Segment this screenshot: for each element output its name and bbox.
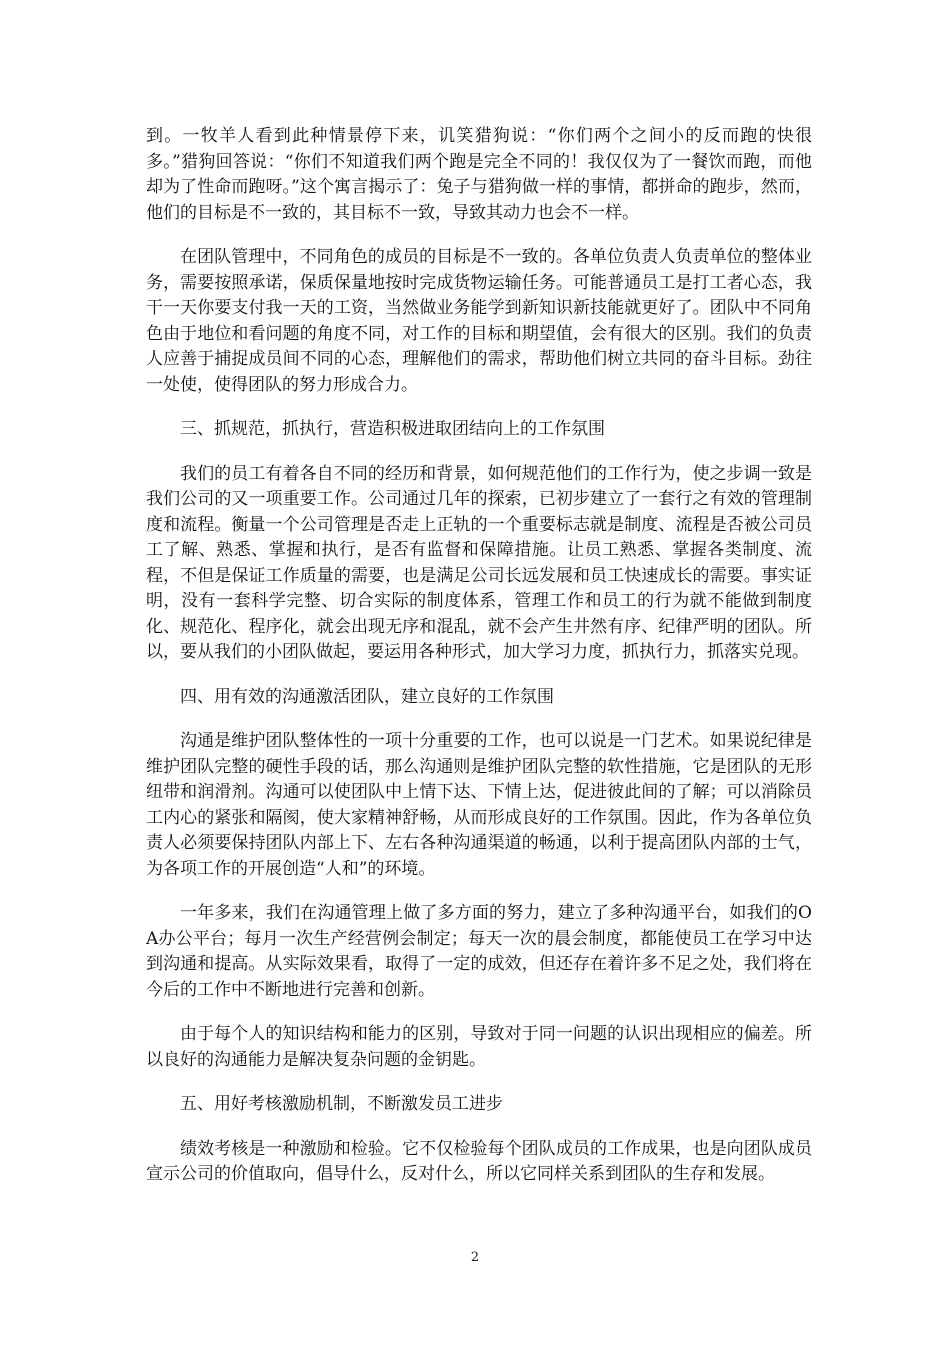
section-heading-3: 三、抓规范，抓执行，营造积极进取团结向上的工作氛围	[180, 419, 605, 439]
paragraph-7: 一年多来，我们在沟通管理上做了多方面的努力，建立了多种沟通平台，如我们的OA办公平台；每月一次生产经营例会制定；每天一次的晨会制度，都能使员工在学习中达到沟通和提高。从实际效果看，取得了一定的成效，但还存在着许多不足之处，我们将在今后的工作中不断地进行完善和创新。	[146, 903, 812, 1000]
paragraph-4: 我们的员工有着各自不同的经历和背景，如何规范他们的工作行为，使之步调一致是我们公司的又一项重要工作。公司通过几年的探索，已初步建立了一套行之有效的管理制度和流程。衡量一个公司管理是否走上正轨的一个重要标志就是制度、流程是否被公司员工了解、熟悉、掌握和执行，是否有监督和保障措施。让员工熟悉、掌握各类制度、流程，不但是保证工作质量的需要，也是满足公司长远发展和员工快速成长的需要。事实证明，没有一套科学完整、切合实际的制度体系，管理工作和员工的行为就不能做到制度化、规范化、程序化，就会出现无序和混乱，就不会产生井然有序、纪律严明的团队。所以，要从我们的小团队做起，要运用各种形式，加大学习力度，抓执行力，抓落实兑现。	[146, 463, 812, 662]
document-body	[146, 124, 812, 1207]
paragraph-6: 沟通是维护团队整体性的一项十分重要的工作，也可以说是一门艺术。如果说纪律是维护团队完整的硬性手段的话，那么沟通则是维护团队完整的软性措施，它是团队的无形纽带和润滑剂。沟通可以使团队中上情下达、下情上达，促进彼此间的了解；可以消除员工内心的紧张和隔阂，使大家精神舒畅，从而形成良好的工作氛围。因此，作为各单位负责人必须要保持团队内部上下、左右各种沟通渠道的畅通，以利于提高团队内部的士气，为各项工作的开展创造“人和”的环境。	[146, 731, 812, 879]
section-heading-5: 五、用好考核激励机制，不断激发员工进步	[180, 1094, 503, 1114]
paragraph-2: 在团队管理中，不同角色的成员的目标是不一致的。各单位负责人负责单位的整体业务，需要按照承诺，保质保量地按时完成货物运输任务。可能普通员工是打工者心态，我干一天你要支付我一天的工资，当然做业务能学到新知识新技能就更好了。团队中不同角色由于地位和看问题的角度不同，对工作的目标和期望值，会有很大的区别。我们的负责人应善于捕捉成员间不同的心态，理解他们的需求，帮助他们树立共同的奋斗目标。劲往一处使，使得团队的努力形成合力。	[146, 247, 812, 395]
paragraph-8: 由于每个人的知识结构和能力的区别，导致对于同一问题的认识出现相应的偏差。所以良好的沟通能力是解决复杂问题的金钥匙。	[146, 1024, 812, 1070]
paragraph-1: 到。一牧羊人看到此种情景停下来，讥笑猎狗说：“你们两个之间小的反而跑的快很多。”猎狗回答说：“你们不知道我们两个跑是完全不同的！我仅仅为了一餐饮而跑，而他却为了性命而跑呀。”这个寓言揭示了：兔子与猎狗做一样的事情，都拼命的跑步，然而，他们的目标是不一致的，其目标不一致，导致其动力也会不一样。	[146, 126, 812, 223]
section-heading-4: 四、用有效的沟通激活团队，建立良好的工作氛围	[180, 686, 554, 707]
paragraph-10: 绩效考核是一种激励和检验。它不仅检验每个团队成员的工作成果，也是向团队成员宣示公司的价值取向，倡导什么，反对什么，所以它同样关系到团队的生存和发展。	[146, 1138, 812, 1184]
page-number: 2	[470, 1250, 480, 1265]
